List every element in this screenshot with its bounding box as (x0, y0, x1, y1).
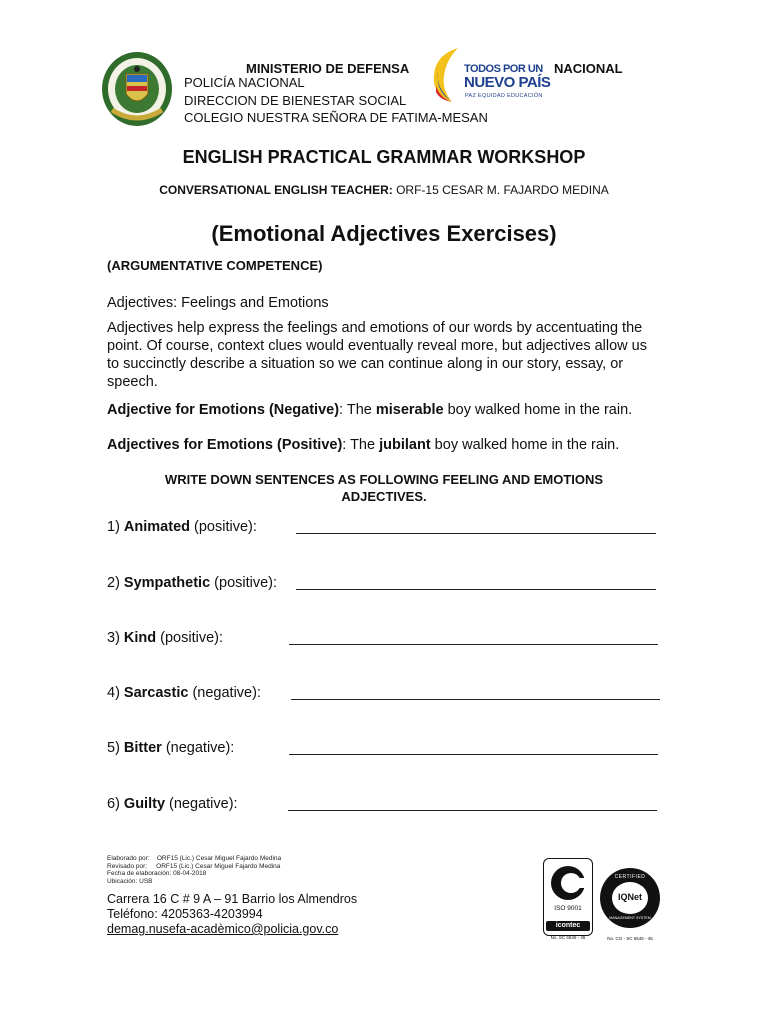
logo-text-main: NUEVO PAÍS (464, 74, 551, 91)
exercise-item (107, 518, 257, 536)
intro-heading: Adjectives: Feelings and Emotions (107, 295, 329, 311)
competence-label: (ARGUMENTATIVE COMPETENCE) (107, 258, 323, 273)
answer-line-3[interactable] (289, 644, 658, 645)
exercise-number: 3) (107, 630, 124, 646)
icontec-label: icontec (546, 921, 590, 931)
cert-number-2: No. CO - SC 6545 - 45 (607, 936, 653, 941)
instruction-text: WRITE DOWN SENTENCES AS FOLLOWING FEELING AND EMOTIONS ADJECTIVES. (164, 472, 604, 504)
footer-elaborado: Elaborado por: ORF15 (Lic.) Cesar Miguel Fajardo Medina (107, 855, 282, 862)
cert-number-1: No. SC 6545 - 45 (550, 935, 586, 940)
exercise-item (107, 574, 277, 592)
exercise-type: (positive): (156, 630, 224, 646)
exercise-type: (negative): (165, 796, 238, 812)
exercise-item (107, 795, 238, 813)
exercise-type: (positive): (190, 519, 257, 535)
answer-line-1[interactable] (296, 533, 656, 534)
exercise-number: 6) (107, 796, 124, 812)
ministry-label: MINISTERIO DE DEFENSA (246, 61, 410, 76)
exercise-word: Animated (123, 519, 190, 535)
header-line-police: POLICÍA NACIONAL (184, 75, 305, 90)
teacher-line (0, 183, 768, 198)
exercise-item (107, 739, 234, 757)
exercise-type: (negative): (188, 685, 261, 701)
exercise-type: (negative): (161, 740, 235, 756)
logo-text-top: TODOS POR UN (464, 63, 543, 75)
footer-address: Carrera 16 C # 9 A – 91 Barrio los Almendros (107, 892, 358, 906)
header-line-bienestar: DIRECCION DE BIENESTAR SOCIAL (184, 93, 407, 108)
footer-email[interactable]: demag.nusefa-acadèmico@policia.gov.co (107, 922, 339, 936)
example-negative-post: boy walked home in the rain. (443, 402, 633, 418)
footer-metadata (107, 855, 281, 885)
exercise-number: 2) (107, 575, 124, 591)
exercise-word: Sympathetic (123, 575, 211, 591)
workshop-title: ENGLISH PRACTICAL GRAMMAR WORKSHOP (182, 147, 586, 167)
iso-label: ISO 9001 (554, 905, 582, 912)
exercise-item (107, 629, 223, 647)
exercise-type: (positive): (210, 575, 278, 591)
intro-paragraph: Adjectives help express the feelings and emotions of our words by accentuating the point. Of course, context clues would eventually reveal more, but adjectives allow us to succinctly describe a situation so we can continue along in our story, essay, or speech. (107, 320, 647, 390)
exercise-number: 1) (107, 519, 124, 535)
iqnet-top-label: CERTIFIED (614, 874, 646, 880)
answer-line-4[interactable] (291, 699, 660, 700)
exercise-word: Sarcastic (123, 685, 189, 701)
footer-ubicacion: Ubicación: USB (107, 877, 153, 885)
iqnet-badge (600, 868, 660, 928)
exercise-item (107, 684, 261, 702)
national-label: NACIONAL (554, 61, 623, 76)
example-positive-label: Adjectives for Emotions (Positive) (107, 437, 343, 453)
footer-phone: Teléfono: 4205363-4203994 (107, 907, 263, 921)
nuevo-pais-logo (428, 46, 551, 106)
example-positive-pre: : The (342, 437, 380, 453)
example-negative-label: Adjective for Emotions (Negative) (107, 402, 340, 418)
answer-line-2[interactable] (296, 589, 656, 590)
example-negative-word: miserable (375, 402, 444, 418)
answer-line-5[interactable] (289, 754, 658, 755)
example-negative (107, 401, 677, 419)
footer-revisado: Revisado por: ORF15 (Lic.) Cesar Miguel Fajardo Medina (107, 862, 281, 870)
exercise-number: 4) (107, 685, 124, 701)
example-negative-pre: : The (339, 402, 376, 418)
header-line-colegio: COLEGIO NUESTRA SEÑORA DE FATIMA-MESAN (184, 110, 488, 125)
footer-fecha: Fecha de elaboración: 08-04-2018 (107, 870, 207, 878)
teacher-label: CONVERSATIONAL ENGLISH TEACHER: (159, 183, 393, 197)
iqnet-bottom-label: MANAGEMENT SYSTEM (609, 916, 651, 920)
exercise-number: 5) (107, 740, 124, 756)
answer-line-6[interactable] (288, 810, 657, 811)
exercise-word: Guilty (123, 796, 166, 812)
iqnet-label: IQNet (617, 892, 642, 902)
police-crest (100, 50, 174, 128)
example-positive (107, 436, 677, 454)
teacher-name: ORF-15 CESAR M. FAJARDO MEDINA (392, 183, 609, 197)
exercise-word: Kind (123, 630, 157, 646)
logo-text-sub: PAZ EQUIDAD EDUCACIÓN (465, 93, 543, 99)
exercise-word: Bitter (123, 740, 162, 756)
example-positive-post: boy walked home in the rain. (430, 437, 620, 453)
exercise-title: (Emotional Adjectives Exercises) (211, 221, 557, 246)
iso-9001-badge (543, 858, 593, 936)
example-positive-word: jubilant (379, 437, 431, 453)
